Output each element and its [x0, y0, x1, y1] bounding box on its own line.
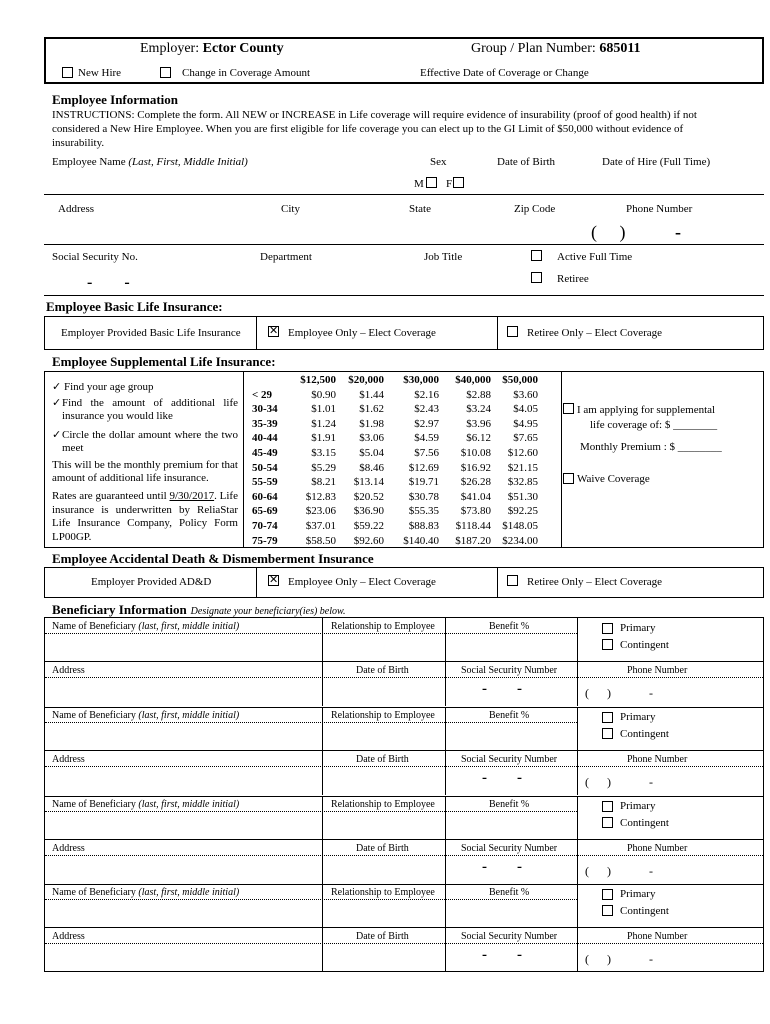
beneficiary-col-divider	[322, 661, 323, 706]
phone-mask-paren: ( )	[591, 222, 626, 242]
rate-cell[interactable]: $3.96	[466, 417, 491, 430]
beneficiary-name-underline	[45, 811, 577, 812]
beneficiary-contingent-label: Contingent	[620, 727, 669, 740]
beneficiary-address-label: Address	[52, 842, 85, 854]
dob-label: Date of Birth	[497, 156, 556, 168]
monthly-premium-note: This will be the monthly premium for that amount of additional life insurance.	[52, 459, 238, 484]
beneficiary-primary-label: Primary	[620, 799, 656, 812]
rate-cell[interactable]: $5.04	[359, 447, 384, 459]
beneficiary-name-hint: (last, first, middle initial)	[138, 709, 240, 721]
beneficiary-ssn-label: Social Security Number	[461, 931, 558, 943]
beneficiary-primary-label: Primary	[620, 888, 656, 901]
beneficiary-ssn-label: Social Security Number	[461, 753, 558, 765]
supplemental-title: Employee Supplemental Life Insurance:	[52, 354, 276, 369]
beneficiary-phone-paren: ( )	[585, 863, 611, 878]
monthly-premium-field: Monthly Premium : $ ________	[580, 441, 722, 453]
beneficiary-col-divider	[577, 927, 578, 972]
beneficiary-ssn-label: Social Security Number	[461, 665, 558, 676]
rate-cell[interactable]: $1.91	[311, 432, 336, 445]
applying-text: I am applying for supplemental	[577, 404, 716, 416]
rate-age-group: 60-64	[252, 490, 278, 503]
add-retiree-only-label: Retiree Only – Elect Coverage	[527, 576, 663, 588]
rate-cell[interactable]: $1.24	[311, 417, 336, 430]
beneficiary-phone-label: Phone Number	[627, 665, 688, 676]
beneficiary-benefit-label: Benefit %	[489, 709, 530, 721]
beneficiary-block-divider	[45, 884, 763, 885]
ssn-mask: - -	[87, 274, 130, 291]
beneficiary-col-divider	[445, 707, 446, 750]
beneficiary-address-label: Address	[52, 665, 85, 676]
note2-date: 9/30/2017	[169, 490, 215, 502]
beneficiary-relationship-label: Relationship to Employee	[331, 798, 435, 810]
beneficiary-col-divider	[577, 707, 578, 750]
address-label: Address	[58, 203, 95, 215]
beneficiary-relationship-label: Relationship to Employee	[331, 887, 435, 899]
beneficiary-contingent-label: Contingent	[620, 905, 669, 918]
beneficiary-dob-label: Date of Birth	[356, 665, 409, 676]
rate-cell[interactable]: $187.20	[455, 534, 491, 547]
beneficiary-col-divider	[445, 750, 446, 795]
beneficiary-name-underline	[45, 722, 577, 723]
rate-cell[interactable]: $1.98	[359, 417, 384, 430]
beneficiary-col-divider	[322, 884, 323, 927]
step1-text: Find your age group	[63, 381, 154, 393]
beneficiary-col-divider	[322, 796, 323, 839]
rate-cell[interactable]: $30.78	[408, 490, 439, 503]
beneficiary-col-divider	[445, 839, 446, 884]
beneficiary-col-divider	[445, 618, 446, 661]
employee-info-title: Employee Information	[52, 92, 179, 107]
instructions-text: INSTRUCTIONS: Complete the form. All NEW or INCREASE in Life coverage will require evidence of insurability (proof of good health) if not considered a New Hire Employee. When you are first eligible for life coverage you can elect up to the GI Limit of $50,000 without evidence of insurability.	[52, 109, 697, 149]
beneficiary-col-divider	[445, 927, 446, 972]
phone-mask-dash: -	[675, 222, 681, 242]
add-divider-2	[497, 567, 498, 598]
beneficiary-col-divider	[577, 796, 578, 839]
rate-cell[interactable]: $3.15	[311, 447, 336, 459]
ssn-label: Social Security No.	[52, 251, 138, 263]
beneficiary-ssn-mask: - -	[482, 769, 522, 786]
beneficiary-benefit-label: Benefit %	[489, 887, 530, 899]
rate-cell[interactable]: $59.22	[353, 520, 384, 532]
beneficiary-relationship-label: Relationship to Employee	[331, 621, 435, 632]
rate-cell[interactable]: $7.56	[414, 447, 439, 459]
retiree-label: Retiree	[557, 273, 589, 285]
step-find-amount	[52, 397, 238, 423]
beneficiary-col-divider	[322, 750, 323, 795]
beneficiary-name-label	[52, 710, 239, 721]
male-label: M	[414, 178, 424, 190]
female-label: F	[446, 178, 453, 190]
rate-cell[interactable]: $58.50	[305, 534, 336, 547]
beneficiary-phone-dash: -	[649, 952, 653, 967]
rate-cell[interactable]: $92.25	[507, 505, 538, 518]
rate-cell[interactable]: $20.52	[353, 490, 384, 503]
employer-label: Employer:	[140, 41, 200, 56]
city-label: City	[281, 203, 300, 215]
beneficiary-phone-paren: ( )	[585, 686, 611, 700]
beneficiary-row-divider	[45, 927, 763, 928]
rate-column-header: $40,000	[455, 374, 491, 386]
employer-value: Ector County	[202, 41, 284, 56]
beneficiary-ssn-label: Social Security Number	[461, 842, 558, 854]
rate-cell[interactable]: $4.59	[414, 432, 439, 445]
beneficiary-name-hint: (last, first, middle initial)	[138, 798, 240, 810]
applying-amount: life coverage of: $ ________	[590, 419, 718, 431]
beneficiary-name-text: Name of Beneficiary	[52, 887, 136, 899]
employee-name-text: Employee Name	[52, 156, 126, 168]
add-employer-provided: Employer Provided AD&D	[91, 576, 212, 588]
step1-check-icon: ✓	[52, 381, 62, 393]
rate-cell[interactable]: $3.06	[359, 432, 384, 445]
rate-cell[interactable]: $7.65	[513, 432, 538, 445]
add-retiree-only-checkbox[interactable]	[507, 575, 518, 586]
beneficiary-col-divider	[577, 750, 578, 795]
beneficiary-col-divider	[445, 796, 446, 839]
rate-cell[interactable]: $234.00	[502, 534, 538, 547]
beneficiary-primary-label: Primary	[620, 710, 656, 723]
rate-cell[interactable]: $4.05	[513, 403, 538, 416]
new-hire-checkbox[interactable]	[62, 67, 73, 78]
rate-age-group: 70-74	[252, 520, 278, 532]
step2-check-icon: ✓	[52, 397, 62, 409]
rate-cell[interactable]: $55.35	[408, 505, 439, 518]
rate-cell[interactable]: $1.01	[311, 403, 336, 416]
active-full-time-label: Active Full Time	[557, 251, 633, 263]
rate-cell[interactable]: $51.30	[507, 490, 538, 503]
group-value: 685011	[599, 41, 641, 56]
beneficiary-dob-label: Date of Birth	[356, 931, 409, 943]
beneficiary-col-divider	[322, 618, 323, 661]
step2-text: Find the amount of additional life insurance you would like	[62, 397, 238, 422]
beneficiary-phone-dash: -	[649, 774, 653, 789]
rate-cell[interactable]: $36.90	[353, 505, 384, 518]
beneficiary-primary-checkbox[interactable]	[602, 801, 613, 812]
rate-column-header: $30,000	[403, 374, 439, 386]
rate-cell[interactable]: $41.04	[460, 490, 491, 503]
rate-age-group: 30-34	[252, 403, 278, 416]
new-hire-label: New Hire	[78, 67, 122, 79]
add-title: Employee Accidental Death & Dismemberment Insurance	[52, 551, 374, 566]
department-label: Department	[260, 251, 312, 263]
sex-label: Sex	[430, 156, 447, 168]
beneficiary-phone-paren: ( )	[585, 774, 611, 789]
rate-cell[interactable]: $13.14	[353, 476, 384, 489]
beneficiary-name-label	[52, 621, 239, 632]
rate-cell[interactable]: $140.40	[403, 534, 439, 547]
beneficiary-col-divider	[445, 884, 446, 927]
rate-column-header: $50,000	[502, 374, 538, 386]
beneficiary-contingent-checkbox[interactable]	[602, 728, 613, 739]
beneficiary-ssn-mask: - -	[482, 947, 522, 964]
rate-age-group: 35-39	[252, 417, 278, 430]
add-employee-only-label: Employee Only – Elect Coverage	[288, 576, 436, 588]
rate-age-group: 50-54	[252, 461, 278, 474]
rate-cell[interactable]: $12.69	[408, 461, 439, 474]
beneficiary-phone-label: Phone Number	[627, 753, 688, 765]
rate-cell[interactable]: $19.71	[408, 476, 439, 489]
zip-label: Zip Code	[514, 203, 556, 215]
rate-cell[interactable]: $92.60	[353, 534, 384, 547]
beneficiary-contingent-checkbox[interactable]	[602, 905, 613, 916]
beneficiary-name-underline	[45, 899, 577, 900]
beneficiary-contingent-label: Contingent	[620, 639, 669, 651]
rate-table	[244, 372, 560, 548]
applying-checkbox[interactable]	[563, 403, 574, 414]
note2-part-a: Rates are guaranteed until	[52, 490, 170, 502]
beneficiary-name-underline	[45, 633, 577, 634]
beneficiary-phone-dash: -	[649, 863, 653, 878]
beneficiary-name-text: Name of Beneficiary	[52, 709, 136, 721]
employer-line	[140, 41, 284, 57]
step3-check-icon: ✓	[52, 429, 62, 441]
beneficiary-block-divider	[45, 707, 763, 708]
basic-life-title: Employee Basic Life Insurance:	[46, 299, 223, 314]
beneficiary-row-divider	[45, 661, 763, 662]
beneficiary-phone-label: Phone Number	[627, 842, 688, 854]
basic-life-divider-2	[497, 316, 498, 350]
effective-date-label: Effective Date of Coverage or Change	[420, 67, 589, 79]
active-full-time-checkbox[interactable]	[531, 250, 542, 261]
beneficiary-name-label	[52, 887, 239, 898]
rate-cell[interactable]: $10.08	[460, 447, 491, 459]
beneficiary-col-divider	[445, 661, 446, 706]
employee-name-hint: (Last, First, Middle Initial)	[128, 156, 248, 168]
beneficiary-title: Beneficiary Information	[52, 602, 187, 617]
note2-part-b: . Life insurance is underwritten by ReliaStar Life Insurance Company, Policy Form LP00GP.	[52, 490, 238, 543]
basic-retiree-only-checkbox[interactable]	[507, 326, 518, 337]
step-circle	[52, 429, 238, 455]
add-employee-only-checkbox[interactable]: ✕	[269, 574, 279, 586]
beneficiary-primary-checkbox[interactable]	[602, 712, 613, 723]
state-label: State	[409, 203, 431, 215]
rate-cell[interactable]: $5.29	[311, 461, 336, 474]
employee-name-label	[52, 156, 248, 168]
beneficiary-address-underline	[45, 855, 763, 856]
rate-cell[interactable]: $8.46	[359, 461, 384, 474]
rate-cell[interactable]: $3.60	[513, 388, 538, 401]
beneficiary-contingent-checkbox[interactable]	[602, 639, 613, 650]
change-coverage-checkbox[interactable]	[160, 67, 171, 78]
change-coverage-label: Change in Coverage Amount	[182, 67, 311, 79]
beneficiary-primary-checkbox[interactable]	[602, 623, 613, 634]
address-row-line	[44, 244, 764, 245]
rate-age-group: 45-49	[252, 447, 278, 459]
rate-cell[interactable]: $2.43	[414, 403, 439, 416]
beneficiary-address-underline	[45, 766, 763, 767]
basic-life-divider-1	[256, 316, 257, 350]
rate-cell[interactable]: $12.83	[305, 490, 336, 503]
rate-age-group: 75-79	[252, 534, 278, 547]
rate-cell[interactable]: $3.24	[466, 403, 491, 416]
rate-cell[interactable]: $8.21	[311, 476, 336, 489]
rate-cell[interactable]: $16.92	[460, 461, 491, 474]
group-label: Group / Plan Number:	[471, 41, 596, 56]
beneficiary-name-label	[52, 799, 239, 810]
beneficiary-row-divider	[45, 839, 763, 840]
name-row-line	[44, 194, 764, 195]
beneficiary-table	[44, 617, 764, 972]
female-checkbox[interactable]	[453, 177, 464, 188]
beneficiary-primary-label: Primary	[620, 622, 656, 634]
beneficiary-address-underline	[45, 943, 763, 944]
beneficiary-col-divider	[322, 839, 323, 884]
basic-employer-provided: Employer Provided Basic Life Insurance	[61, 327, 241, 339]
beneficiary-name-hint: (last, first, middle initial)	[138, 887, 240, 899]
step3-text: Circle the dollar amount where the two meet	[62, 429, 238, 454]
rate-cell[interactable]: $21.15	[507, 461, 538, 474]
beneficiary-col-divider	[577, 618, 578, 661]
beneficiary-phone-dash: -	[649, 686, 653, 700]
basic-employee-only-label: Employee Only – Elect Coverage	[288, 327, 436, 339]
rate-age-group: 40-44	[252, 432, 278, 445]
job-title-label: Job Title	[424, 251, 463, 263]
beneficiary-name-hint: (last, first, middle initial)	[138, 621, 240, 632]
rate-cell[interactable]: $0.90	[311, 388, 336, 401]
rate-column-header: $12,500	[300, 374, 336, 386]
beneficiary-name-text: Name of Beneficiary	[52, 798, 136, 810]
rate-cell[interactable]: $6.12	[466, 432, 491, 445]
rate-age-group: 55-59	[252, 476, 278, 489]
beneficiary-ssn-mask: - -	[482, 681, 522, 697]
beneficiary-benefit-label: Benefit %	[489, 798, 530, 810]
rate-cell[interactable]: $12.60	[507, 447, 538, 459]
beneficiary-col-divider	[577, 839, 578, 884]
group-line	[471, 41, 641, 57]
beneficiary-phone-label: Phone Number	[627, 931, 688, 943]
rate-age-group: < 29	[252, 388, 273, 401]
rate-cell[interactable]: $148.05	[502, 520, 538, 532]
beneficiary-contingent-label: Contingent	[620, 816, 669, 829]
step-find-age	[52, 380, 153, 393]
basic-retiree-only-label: Retiree Only – Elect Coverage	[527, 327, 663, 339]
rate-cell[interactable]: $2.16	[414, 388, 439, 401]
beneficiary-phone-paren: ( )	[585, 952, 611, 967]
rate-cell[interactable]: $4.95	[513, 417, 538, 430]
beneficiary-name-text: Name of Beneficiary	[52, 621, 136, 632]
rate-cell[interactable]: $32.85	[507, 476, 538, 489]
rate-cell[interactable]: $118.44	[455, 520, 491, 532]
beneficiary-dob-label: Date of Birth	[356, 753, 409, 765]
rate-cell[interactable]: $2.88	[466, 388, 491, 401]
supplemental-divider-2	[561, 371, 562, 548]
rate-cell[interactable]: $1.62	[359, 403, 384, 416]
waive-label: Waive Coverage	[577, 473, 650, 485]
ssn-row-line	[44, 295, 764, 296]
beneficiary-col-divider	[577, 661, 578, 706]
rate-cell[interactable]: $23.06	[305, 505, 336, 518]
rate-column-header: $20,000	[348, 374, 384, 386]
beneficiary-address-label: Address	[52, 753, 85, 765]
rate-cell[interactable]: $73.80	[460, 505, 491, 518]
beneficiary-subtitle: Designate your beneficiary(ies) below.	[190, 606, 346, 617]
waive-checkbox[interactable]	[563, 473, 574, 484]
add-divider-1	[256, 567, 257, 598]
basic-employee-only-checkbox[interactable]: ✕	[269, 325, 279, 337]
rate-age-group: 65-69	[252, 505, 278, 518]
retiree-checkbox[interactable]	[531, 272, 542, 283]
beneficiary-benefit-label: Benefit %	[489, 621, 530, 632]
beneficiary-block-divider	[45, 796, 763, 797]
rates-guarantee-note	[52, 490, 238, 544]
beneficiary-address-underline	[45, 677, 763, 678]
beneficiary-relationship-label: Relationship to Employee	[331, 709, 435, 721]
rate-cell[interactable]: $88.83	[408, 520, 439, 532]
beneficiary-row-divider	[45, 750, 763, 751]
rate-cell[interactable]: $26.28	[460, 476, 491, 489]
doh-label: Date of Hire (Full Time)	[602, 156, 711, 168]
rate-cell[interactable]: $37.01	[305, 520, 336, 532]
phone-label: Phone Number	[626, 203, 693, 215]
beneficiary-ssn-mask: - -	[482, 858, 522, 875]
beneficiary-col-divider	[322, 927, 323, 972]
beneficiary-contingent-checkbox[interactable]	[602, 817, 613, 828]
beneficiary-address-label: Address	[52, 931, 85, 943]
beneficiary-dob-label: Date of Birth	[356, 842, 409, 854]
beneficiary-primary-checkbox[interactable]	[602, 889, 613, 900]
male-checkbox[interactable]	[426, 177, 437, 188]
rate-cell[interactable]: $1.44	[359, 388, 384, 401]
beneficiary-col-divider	[322, 707, 323, 750]
beneficiary-col-divider	[577, 884, 578, 927]
rate-cell[interactable]: $2.97	[414, 417, 439, 430]
